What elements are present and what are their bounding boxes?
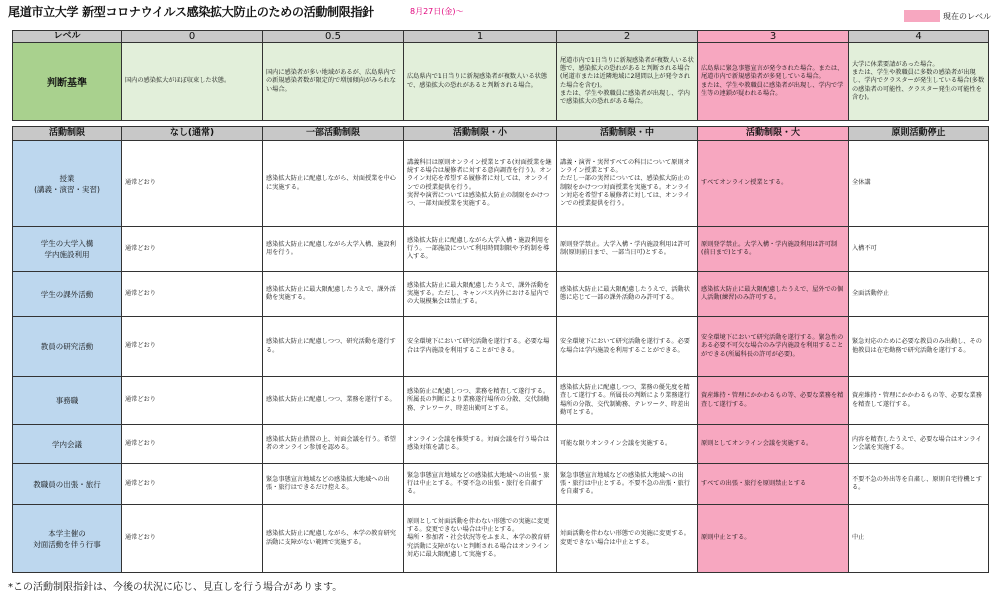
level-header-row (13, 31, 989, 43)
criteria-row (13, 43, 989, 121)
table-row (13, 227, 989, 272)
table-cell: 全面活動停止 (849, 272, 989, 317)
table-cell: すべてオンライン授業とする。 (698, 141, 849, 227)
table-cell: 資産維持・管理にかかわるもの等、必要な業務を精査して遂行する。 (698, 377, 849, 425)
row-label-business-travel: 教職員の出張・旅行 (13, 464, 122, 505)
page-title: 尾道市立大学 新型コロナウイルス感染拡大防止のための活動制限指針 (8, 5, 374, 19)
table-cell: 感染拡大防止に最大限配慮したうえで、課外活動を実施する。ただし、キャンパス内外における屋内での大規模集会は禁止する。 (404, 272, 557, 317)
table-row (13, 272, 989, 317)
criteria-level-1: 広島県内で1日当りに新規感染者が複数人いる状態で、感染拡大の恐れがあると判断される場合。 (404, 43, 557, 121)
row-label-meetings: 学内会議 (13, 425, 122, 464)
table-row (13, 425, 989, 464)
row-label-events: 本学主催の 対面活動を伴う行事 (13, 505, 122, 573)
row-label-campus-access: 学生の大学入構 学内施設利用 (13, 227, 122, 272)
table-cell: 入構不可 (849, 227, 989, 272)
document-header (8, 0, 994, 22)
table-cell: 緊急対応のために必要な教員のみ出勤し、その他教員は在宅勤務で研究活動を遂行する。 (849, 317, 989, 377)
criteria-label: 判断基準 (13, 43, 122, 121)
table-cell: 感染拡大防止措置の上、対面会議を行う。希望者のオンライン参加を認める。 (263, 425, 404, 464)
table-cell: 対面活動を伴わない形態での実施に変更する。変更できない場合は中止とする。 (557, 505, 698, 573)
level-1: 1 (404, 31, 557, 43)
table-cell: 感染拡大防止に配慮しながら大学入構・施設利用を行う。一部施設について利用時間制限や予約制を導入する。 (404, 227, 557, 272)
col-header-partial: 一部活動制限 (263, 127, 404, 141)
level-label: レベル (13, 31, 122, 43)
table-cell: 可能な限りオンライン会議を実施する。 (557, 425, 698, 464)
table-cell: 感染拡大防止に最大限配慮したうえで、活動状態に応じて一部の課外活動のみ許可する。 (557, 272, 698, 317)
table-cell: 感染拡大防止に最大限配慮したうえで、屋外での個人活動(練習)のみ許可する。 (698, 272, 849, 317)
row-label-administration: 事務職 (13, 377, 122, 425)
table-cell: 感染防止に配慮しつつ、業務を精査して遂行する。所属長の判断により業務遂行場所の分散、交代制勤務、テレワーク、時差出勤可とする。 (404, 377, 557, 425)
table-cell: 講義科目は原則オンライン授業とする(対面授業を継続する場合は履修者に対する意向調査を行う)。オンライン対応を希望する履修者に対しては、オンラインでの授業提供を行う。 実習や演習については感染拡大防止の制限をかけつつ、一部対面授業を実施する。 (404, 141, 557, 227)
col-header-small: 活動制限・小 (404, 127, 557, 141)
table-cell: 緊急事態宣言地域などの感染拡大地域への出張・旅行はできるだけ控える。 (263, 464, 404, 505)
table-row (13, 464, 989, 505)
table-cell: 安全環境下において研究活動を遂行する。必要な場合は学内施設を利用することができる。 (404, 317, 557, 377)
table-cell: 安全環境下において研究活動を遂行する。緊急性のある必要不可欠な場合のみ学内施設を利用することができる(所属科長の許可が必要)。 (698, 317, 849, 377)
table-cell: 緊急事態宣言地域などの感染拡大地域への出張・旅行は中止とする。不要不急の出張・旅行を自粛する。 (404, 464, 557, 505)
criteria-level-4: 大学に休業要請があった場合。 または、学生や教職員に多数の感染者が出現し、学内でクラスターが発生している場合(多数の感染者の可能性、クラスター発生の可能性を含む)。 (849, 43, 989, 121)
table-cell: 原則登学禁止。大学入構・学内施設利用は許可制(原則前日まで、一部当日可)とする。 (557, 227, 698, 272)
table-cell: 安全環境下において研究活動を遂行する。必要な場合は学内施設を利用することができる。 (557, 317, 698, 377)
table-row (13, 505, 989, 573)
current-level-legend-swatch (904, 10, 940, 22)
col-header-stop: 原則活動停止 (849, 127, 989, 141)
table-cell: 講義・演習・実習すべての科目について原則オンライン授業とする。 ただし一部の実習については、感染拡大防止の制限をかけつつ対面授業を実施する。オンライン対応を希望する履修者に対しては、オンラインでの授業提供を行う。 (557, 141, 698, 227)
table-cell: すべての出張・旅行を原則禁止とする (698, 464, 849, 505)
table-cell: 通常どおり (122, 272, 263, 317)
col-header-large: 活動制限・大 (698, 127, 849, 141)
current-level-legend-label: 現在のレベル (943, 12, 991, 21)
level-4: 4 (849, 31, 989, 43)
criteria-level-3: 広島県に緊急事態宣言が発令された場合。または、尾道市内で新規感染者が多発している場合。 または、学生や教職員に感染者が出現し、学内で学生等の連鎖が疑われる場合。 (698, 43, 849, 121)
table-row (13, 317, 989, 377)
level-criteria-table (12, 30, 989, 121)
table-cell: 感染拡大防止に配慮しつつ、研究活動を遂行する。 (263, 317, 404, 377)
table-cell: 通常どおり (122, 141, 263, 227)
table-cell: 内容を精査したうえで、必要な場合はオンライン会議を実施する。 (849, 425, 989, 464)
table-cell: 不要不急の外出等を自粛し、原則自宅待機とする。 (849, 464, 989, 505)
level-2: 2 (557, 31, 698, 43)
table-cell: 資産維持・管理にかかわるもの等、必要な業務を精査して遂行する。 (849, 377, 989, 425)
table-cell: 全休講 (849, 141, 989, 227)
activity-header-row (13, 127, 989, 141)
activity-col-header: 活動制限 (13, 127, 122, 141)
criteria-level-2: 尾道市内で1日当りに新規感染者が複数人いる状態で、感染拡大の恐れがあると判断される場合(尾道市または近隣地域に2週間以上が発令された場合を含む)。 または、学生や教職員に感染者が出現し、学内で感染拡大の恐れがある場合。 (557, 43, 698, 121)
col-header-medium: 活動制限・中 (557, 127, 698, 141)
table-row (13, 141, 989, 227)
table-cell: 緊急事態宣言地域などの感染拡大地域への出張・旅行は中止とする。不要不急の出張・旅行を自粛する。 (557, 464, 698, 505)
table-cell: 原則中止とする。 (698, 505, 849, 573)
level-3: 3 (698, 31, 849, 43)
table-cell: 原則登学禁止。大学入構・学内施設利用は許可制(前日まで)とする。 (698, 227, 849, 272)
table-cell: 通常どおり (122, 377, 263, 425)
table-cell: 感染拡大防止に最大限配慮したうえで、課外活動を実施する。 (263, 272, 404, 317)
table-cell: 感染拡大防止に配慮しながら、対面授業を中心に実施する。 (263, 141, 404, 227)
footnote: *この活動制限指針は、今後の状況に応じ、見直しを行う場合があります。 (8, 582, 343, 593)
row-label-classes: 授業 (講義・演習・実習) (13, 141, 122, 227)
table-cell: 原則として対面活動を伴わない形態での実施に変更する。変更できない場合は中止とする。 場所・参加者・社会状況等をふまえ、本学の教育研究活動に支障がないと判断される場合はオンライン対応に最大限配慮して実施する。 (404, 505, 557, 573)
row-label-research: 教員の研究活動 (13, 317, 122, 377)
table-cell: 感染拡大防止に配慮しつつ、業務を遂行する。 (263, 377, 404, 425)
criteria-level-0-5: 国内に感染者が多い地域があるが、広島県内での新規感染者数が限定的で増加傾向がみられない場合。 (263, 43, 404, 121)
table-cell: 通常どおり (122, 425, 263, 464)
level-0: 0 (122, 31, 263, 43)
level-0-5: 0.5 (263, 31, 404, 43)
table-cell: 感染拡大防止に配慮しつつ、業務の優先度を精査して遂行する。所属長の判断により業務遂行場所の分散、交代制勤務、テレワーク、時差出勤可とする。 (557, 377, 698, 425)
row-label-extracurricular: 学生の課外活動 (13, 272, 122, 317)
table-row (13, 377, 989, 425)
table-cell: 通常どおり (122, 317, 263, 377)
table-cell: 通常どおり (122, 464, 263, 505)
table-cell: 通常どおり (122, 505, 263, 573)
effective-date: 8月27日(金)～ (410, 7, 464, 16)
table-cell: 通常どおり (122, 227, 263, 272)
criteria-level-0: 国内の感染拡大がほぼ収束した状態。 (122, 43, 263, 121)
col-header-none: なし(通常) (122, 127, 263, 141)
table-cell: 感染拡大防止に配慮しながら大学入構、施設利用を行う。 (263, 227, 404, 272)
table-cell: 感染拡大防止に配慮しながら、本学の教育研究活動に支障がない範囲で実施する。 (263, 505, 404, 573)
table-cell: オンライン会議を推奨する。対面会議を行う場合は感染対策を講じる。 (404, 425, 557, 464)
table-cell: 中止 (849, 505, 989, 573)
table-cell: 原則としてオンライン会議を実施する。 (698, 425, 849, 464)
activity-restriction-table (12, 126, 989, 573)
